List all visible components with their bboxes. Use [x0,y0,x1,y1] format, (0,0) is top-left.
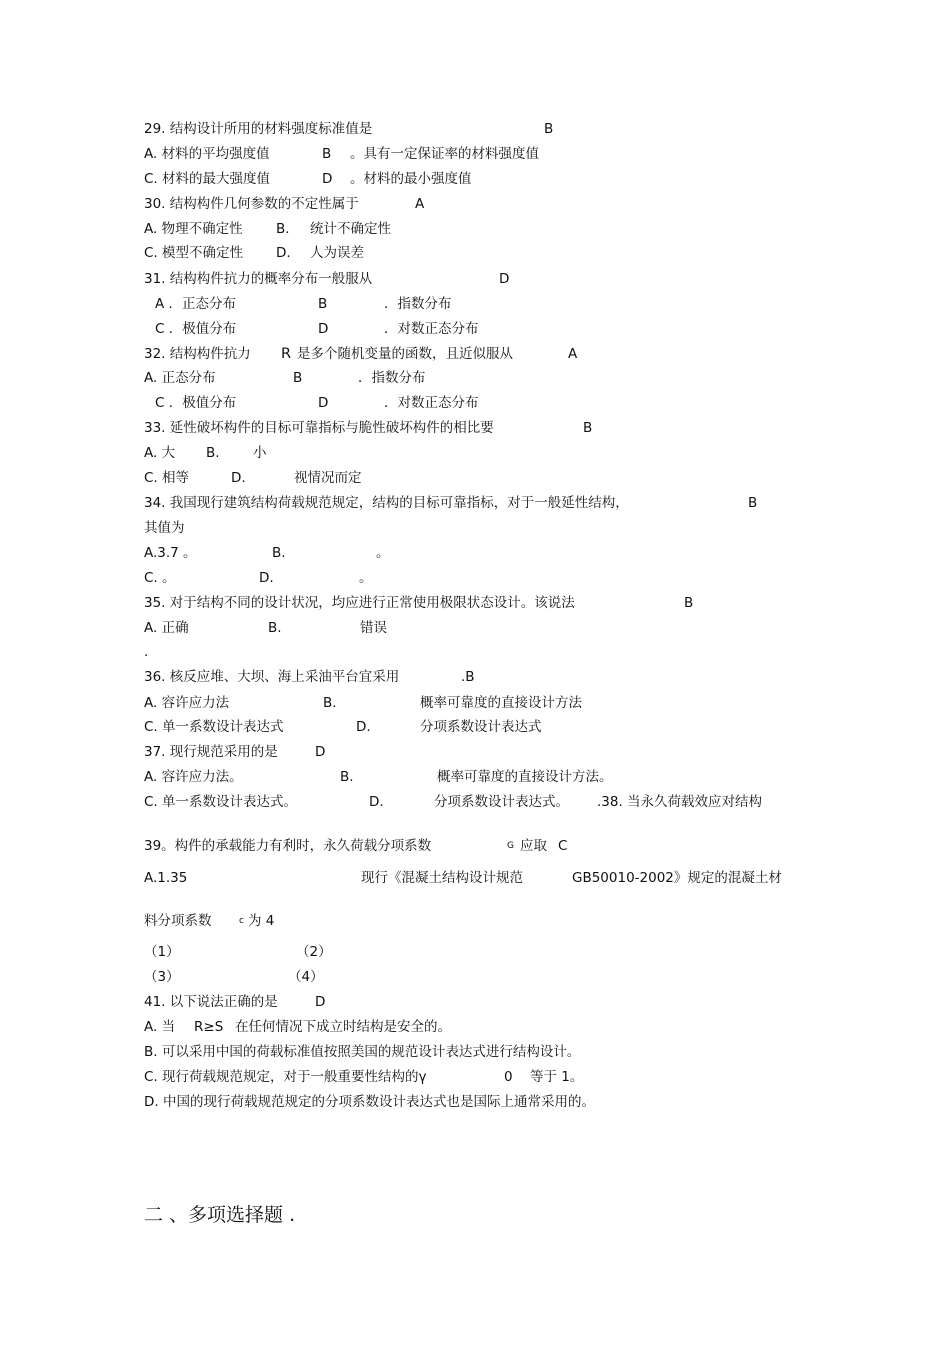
q34-options-cd [0,568,950,592]
q29-answer: B [544,121,554,137]
section-heading-line [0,1202,950,1232]
q29-option-b-letter: B [322,146,332,162]
q36-options-cd [0,717,950,741]
q37-options-cd [0,792,950,816]
q32-option-b-letter: B [293,370,303,386]
q40-option-3: （3） [144,969,180,985]
q37-option-d: 分项系数设计表达式。 [434,794,569,810]
q38-fragment: .38. 当永久荷载效应对结构 [597,794,763,810]
q41-option-c-line [0,1067,950,1091]
q37-options-ab [0,767,950,791]
q34-stem-line-2 [0,518,950,542]
q40-option-1: （1） [144,944,180,960]
q30-answer: A [415,196,425,212]
q30-option-b-letter: B. [276,221,290,237]
q33-option-d-letter: D. [231,470,246,486]
q30-option-c: C. 模型不确定性 [144,245,244,261]
q41-option-b: B. 可以采用中国的荷载标准值按照美国的规范设计表达式进行结构设计。 [144,1044,581,1060]
q31-stem-line [0,269,950,293]
q41-option-a-rs: R≥S [194,1019,224,1035]
q34-stem-line [0,493,950,517]
q33-option-d: 视情况而定 [294,470,362,486]
q31-stem: 31. 结构构件抗力的概率分布一般服从 [144,271,373,287]
q31-answer: D [499,271,510,287]
q31-option-d-letter: D [318,321,329,337]
q31-options-ab [0,294,950,318]
q34-option-b: 。 [376,545,390,561]
q36-stem-line [0,667,950,691]
q41-option-a-line [0,1017,950,1041]
q34-option-a: A.3.7 。 [144,545,197,561]
q40-option-2: （2） [296,944,332,960]
q33-option-b-letter: B. [206,445,220,461]
q39-answer: C [558,838,568,854]
q31-option-b-letter: B [318,296,328,312]
q35-option-a: A. 正确 [144,620,189,636]
q41-option-b-line [0,1042,950,1066]
q33-answer: B [583,420,593,436]
section-heading: 二 、多项选择题 . [144,1204,296,1226]
q41-stem-line [0,992,950,1016]
q41-option-d-line [0,1092,950,1116]
q30-option-b: 统计不确定性 [310,221,391,237]
q35-dot: . [144,644,149,660]
q40-option-4: （4） [288,969,324,985]
q29-stem-line [0,119,950,143]
q33-options-cd [0,468,950,492]
q30-option-a: A. 物理不确定性 [144,221,243,237]
q32-option-a: A. 正态分布 [144,370,216,386]
q40-code: GB50010-2002》规定的混凝土材 [572,870,782,886]
q33-option-a: A. 大 [144,445,176,461]
q32-options-ab [0,368,950,392]
q30-option-d-letter: D. [276,245,291,261]
q37-option-d-letter: D. [369,794,384,810]
q34-option-d-letter: D. [259,570,274,586]
q41-option-c-post: 等于 1。 [530,1069,584,1085]
q32-option-d-letter: D [318,395,329,411]
q39-gamma-subscript-g: G [507,841,514,851]
q30-option-d: 人为误差 [310,245,364,261]
q35-stem-line [0,593,950,617]
q37-answer: D [315,744,326,760]
q30-options-ab [0,219,950,243]
q35-stem: 35. 对于结构不同的设计状况，均应进行正常使用极限状态设计。该说法 [144,595,575,611]
q40-options-12 [0,942,950,966]
q34-stem: 34. 我国现行建筑结构荷载规范规定，结构的目标可靠指标，对于一般延性结构， [144,495,629,511]
q31-option-b: ．指数分布 [384,296,452,312]
q32-answer: A [568,346,578,362]
q29-options-cd [0,169,950,193]
q36-answer: .B [461,669,475,685]
q34-option-c: C. 。 [144,570,176,586]
q33-option-b: 小 [253,445,267,461]
q36-option-c: C. 单一系数设计表达式 [144,719,284,735]
q35-option-b: 错误 [360,620,387,636]
q32-option-c: C ．极值分布 [155,395,237,411]
q30-options-cd [0,243,950,267]
q39-stem-post: 应取 [520,838,547,854]
q40-stem: 料分项系数 [144,913,212,929]
q32-stem-post: 是多个随机变量的函数，且近似服从 [297,346,513,362]
q39-option-line [0,868,950,892]
q31-option-d: ．对数正态分布 [384,321,479,337]
q37-option-b: 概率可靠度的直接设计方法。 [437,769,613,785]
q29-option-a: A. 材料的平均强度值 [144,146,270,162]
q41-option-d: D. 中国的现行荷载规范规定的分项系数设计表达式也是国际上通常采用的。 [144,1094,595,1110]
q36-option-d: 分项系数设计表达式 [420,719,542,735]
q39-option-a: A.1.35 [144,870,188,886]
q41-stem: 41. 以下说法正确的是 [144,994,278,1010]
q32-stem-r: R [281,346,292,362]
q39-stem: 39。构件的承载能力有利时，永久荷载分项系数 [144,838,432,854]
q34-option-b-letter: B. [272,545,286,561]
q35-answer: B [684,595,694,611]
q41-option-a-pre: A. 当 [144,1019,176,1035]
q40-gamma-subscript-c: c [239,916,244,926]
q36-option-b: 概率可靠度的直接设计方法 [420,695,582,711]
q32-stem-line [0,344,950,368]
q29-option-d: 。材料的最小强度值 [350,171,472,187]
q32-options-cd [0,393,950,417]
q37-stem-line [0,742,950,766]
q37-option-a: A. 容许应力法。 [144,769,243,785]
q40-stem-line [0,911,950,935]
q31-option-c: C ．极值分布 [155,321,237,337]
q36-option-a: A. 容许应力法 [144,695,230,711]
q33-options-ab [0,443,950,467]
q31-option-a: A ．正态分布 [155,296,237,312]
q35-options-ab [0,618,950,642]
q36-option-d-letter: D. [356,719,371,735]
q30-stem-line [0,194,950,218]
q37-stem: 37. 现行规范采用的是 [144,744,278,760]
q34-option-d: 。 [359,570,373,586]
q41-option-c-zero: 0 [504,1069,513,1085]
q32-stem-pre: 32. 结构构件抗力 [144,346,251,362]
q40-stem-post: 为 4 [248,913,275,929]
q39-stem-line [0,836,950,860]
q36-stem: 36. 核反应堆、大坝、海上采油平台宜采用 [144,669,400,685]
q29-option-c: C. 材料的最大强度值 [144,171,271,187]
q36-options-ab [0,693,950,717]
q32-option-d: ．对数正态分布 [384,395,479,411]
q37-option-c: C. 单一系数设计表达式。 [144,794,298,810]
q35-option-b-letter: B. [268,620,282,636]
q35-dot-line [0,642,950,666]
q36-option-b-letter: B. [323,695,337,711]
q33-option-c: C. 相等 [144,470,190,486]
q33-stem-line [0,418,950,442]
q34-answer: B [748,495,758,511]
q33-stem: 33. 延性破坏构件的目标可靠指标与脆性破坏构件的相比要 [144,420,494,436]
q41-answer: D [315,994,326,1010]
q34-stem-2: 其值为 [144,520,185,536]
q40-text: 现行《混凝土结构设计规范 [361,870,523,886]
q29-option-d-letter: D [322,171,333,187]
q37-option-b-letter: B. [340,769,354,785]
q32-option-b: ．指数分布 [358,370,426,386]
q41-option-c-pre: C. 现行荷载规范规定，对于一般重要性结构的γ [144,1069,427,1085]
q31-options-cd [0,319,950,343]
q40-options-34 [0,967,950,991]
q30-stem: 30. 结构构件几何参数的不定性属于 [144,196,359,212]
q34-options-ab [0,543,950,567]
q29-stem: 29. 结构设计所用的材料强度标准值是 [144,121,373,137]
q41-option-a-post: 在任何情况下成立时结构是安全的。 [235,1019,451,1035]
q29-options-ab [0,144,950,168]
q29-option-b: 。具有一定保证率的材料强度值 [350,146,539,162]
